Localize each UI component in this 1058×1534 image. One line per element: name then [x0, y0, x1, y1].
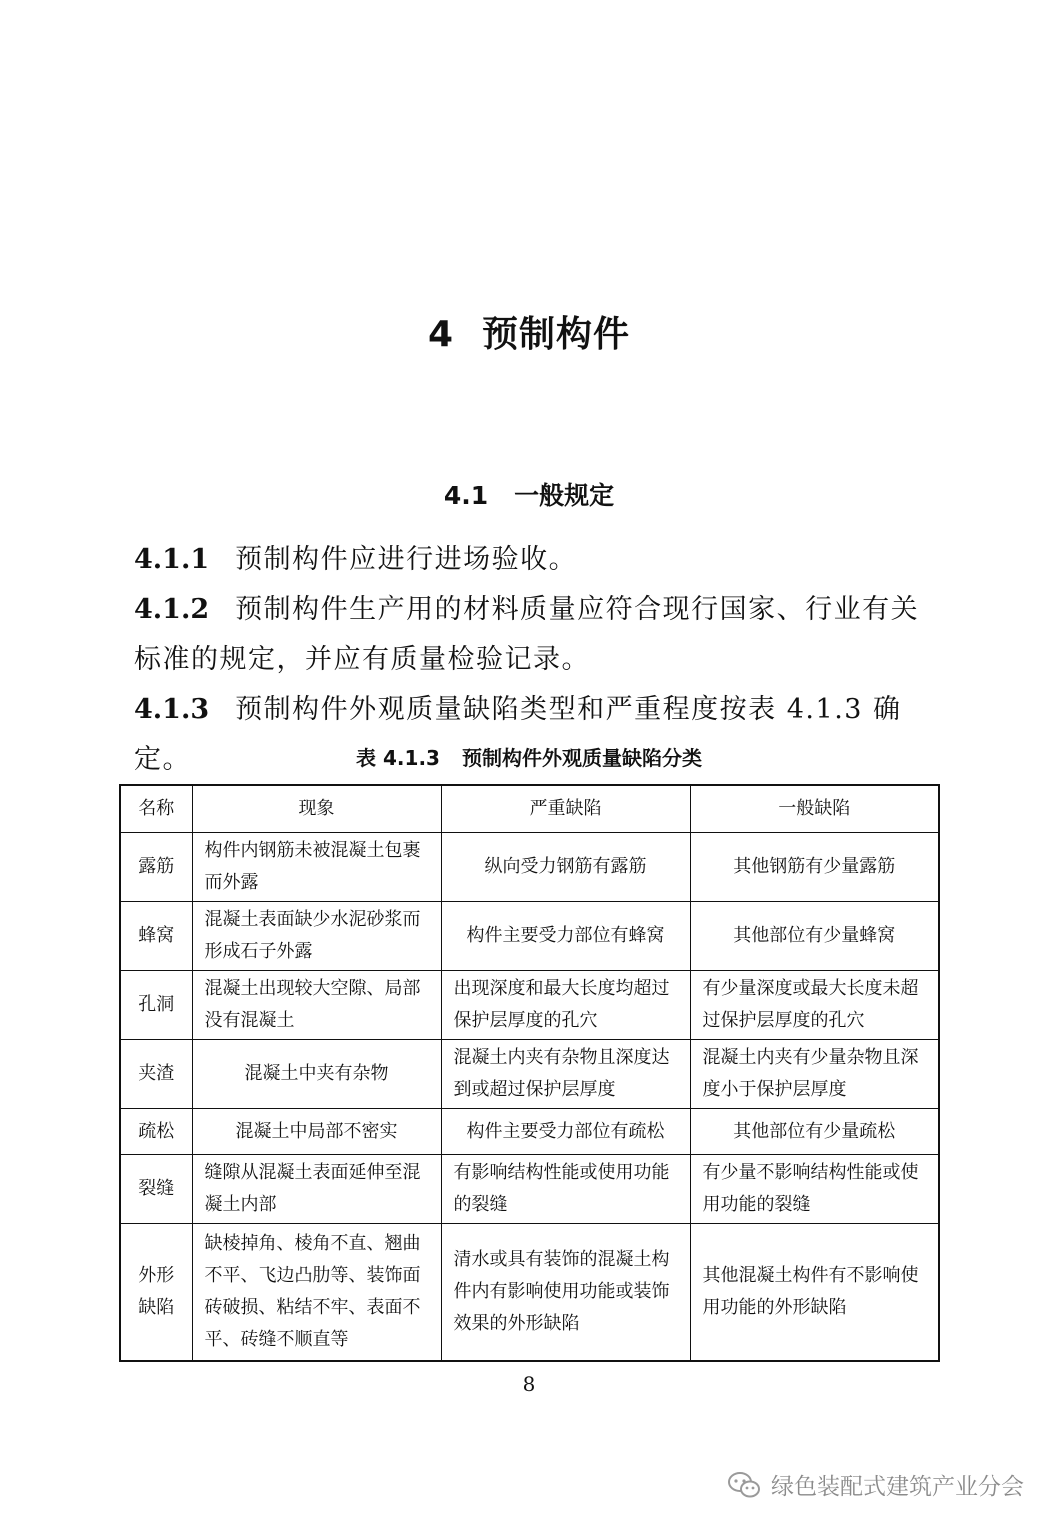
cell-phenomenon: 构件内钢筋未被混凝土包裹而外露	[192, 833, 441, 902]
cell-name: 夹渣	[120, 1040, 192, 1109]
header-phenomenon: 现象	[192, 785, 441, 833]
cell-general: 其他钢筋有少量露筋	[690, 833, 939, 902]
table-row	[120, 833, 939, 902]
header-general: 一般缺陷	[690, 785, 939, 833]
table-caption	[0, 742, 1058, 771]
section-number: 4.1	[443, 481, 489, 510]
clause-text: 预制构件生产用的材料质量应符合现行国家、行业有关标准的规定，并应有质量检验记录。	[134, 594, 920, 675]
chapter-number: 4	[427, 314, 455, 355]
cell-phenomenon: 混凝土中夹有杂物	[192, 1040, 441, 1109]
header-severe: 严重缺陷	[441, 785, 690, 833]
cell-phenomenon: 混凝土出现较大空隙、局部没有混凝土	[192, 971, 441, 1040]
table-row	[120, 1155, 939, 1224]
table-row	[120, 1224, 939, 1361]
cell-general: 其他部位有少量疏松	[690, 1109, 939, 1155]
cell-severe: 混凝土内夹有杂物且深度达到或超过保护层厚度	[441, 1040, 690, 1109]
watermark	[727, 1468, 1024, 1501]
table-header-row	[120, 785, 939, 833]
clause-number: 4.1.1	[134, 544, 210, 575]
cell-name: 蜂窝	[120, 902, 192, 971]
chapter-title	[0, 306, 1058, 357]
header-name: 名称	[120, 785, 192, 833]
section-title	[0, 476, 1058, 512]
cell-phenomenon: 缺棱掉角、棱角不直、翘曲不平、飞边凸肋等、装饰面砖破损、粘结不牢、表面不平、砖缝不顺直等	[192, 1224, 441, 1361]
clause-text: 预制构件应进行进场验收。	[235, 544, 578, 575]
clause-number: 4.1.2	[134, 594, 210, 625]
table-caption-title: 预制构件外观质量缺陷分类	[461, 746, 702, 770]
cell-general: 有少量深度或最大长度未超过保护层厚度的孔穴	[690, 971, 939, 1040]
cell-general: 有少量不影响结构性能或使用功能的裂缝	[690, 1155, 939, 1224]
table-row	[120, 1109, 939, 1155]
clause-text: 预制构件外观质量缺陷类型和严重程度按表 4.1.3 确定。	[134, 694, 902, 775]
cell-name: 露筋	[120, 833, 192, 902]
watermark-text: 绿色装配式建筑产业分会	[771, 1474, 1024, 1500]
cell-severe: 构件主要受力部位有蜂窝	[441, 902, 690, 971]
cell-general: 其他混凝土构件有不影响使用功能的外形缺陷	[690, 1224, 939, 1361]
cell-phenomenon: 混凝土中局部不密实	[192, 1109, 441, 1155]
wechat-icon	[727, 1470, 761, 1500]
cell-general: 混凝土内夹有少量杂物且深度小于保护层厚度	[690, 1040, 939, 1109]
section-title-text: 一般规定	[514, 481, 615, 510]
cell-severe: 有影响结构性能或使用功能的裂缝	[441, 1155, 690, 1224]
table-row	[120, 902, 939, 971]
clause-4-1-1	[134, 535, 934, 585]
chapter-title-text: 预制构件	[482, 314, 631, 355]
cell-severe: 纵向受力钢筋有露筋	[441, 833, 690, 902]
cell-severe: 构件主要受力部位有疏松	[441, 1109, 690, 1155]
cell-name: 裂缝	[120, 1155, 192, 1224]
page-number: 8	[522, 1372, 536, 1396]
clause-4-1-2	[134, 585, 934, 685]
cell-phenomenon: 混凝土表面缺少水泥砂浆而形成石子外露	[192, 902, 441, 971]
cell-name: 孔洞	[120, 971, 192, 1040]
table-row	[120, 1040, 939, 1109]
cell-general: 其他部位有少量蜂窝	[690, 902, 939, 971]
defect-classification-table	[119, 784, 940, 1362]
cell-name: 疏松	[120, 1109, 192, 1155]
clause-number: 4.1.3	[134, 694, 210, 725]
cell-severe: 清水或具有装饰的混凝土构件内有影响使用功能或装饰效果的外形缺陷	[441, 1224, 690, 1361]
cell-severe: 出现深度和最大长度均超过保护层厚度的孔穴	[441, 971, 690, 1040]
table-caption-number: 表 4.1.3	[356, 746, 440, 770]
cell-phenomenon: 缝隙从混凝土表面延伸至混凝土内部	[192, 1155, 441, 1224]
cell-name: 外形缺陷	[120, 1224, 192, 1361]
table-row	[120, 971, 939, 1040]
